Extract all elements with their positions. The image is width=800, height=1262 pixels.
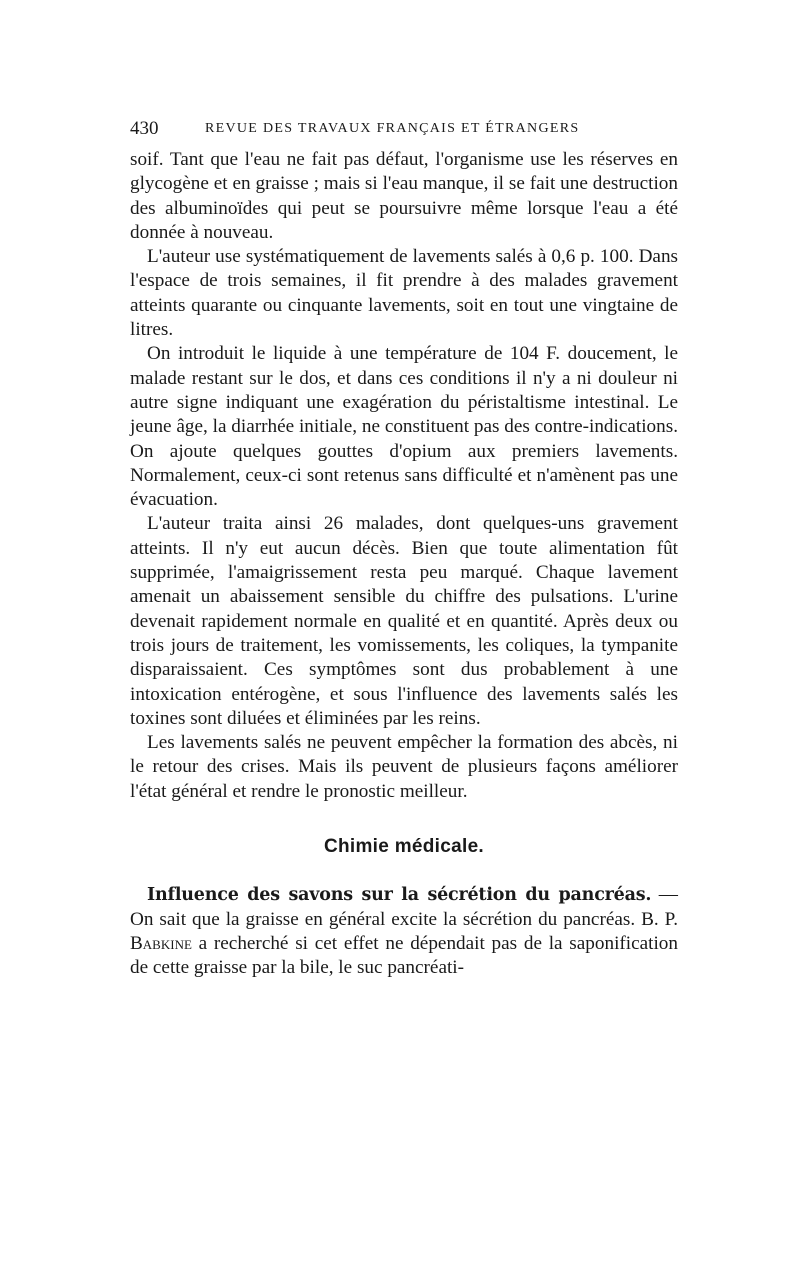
running-title: REVUE DES TRAVAUX FRANÇAIS ET ÉTRANGERS xyxy=(205,121,580,136)
page xyxy=(130,118,678,981)
author-name: Babkine xyxy=(130,932,192,954)
page-number: 430 xyxy=(130,118,159,139)
section-heading: Chimie médicale. xyxy=(323,836,485,858)
paragraph: On introduit le liquide à une température de 104 F. doucement, le malade restant sur le dos, et dans ces conditions il n'y a ni douleur ni autre signe indiquant une exagération du péristaltisme intestinal. Le jeune âge, la diarrhée initiale, ne constituent pas des contre-indications. On ajoute quelques gouttes d'opium aux premiers lavements. Normalement, ceux-ci sont retenus sans difficulté et n'amènent pas une évacuation. xyxy=(130,343,678,511)
article-title: Influence des savons sur la sécrétion du pancréas. xyxy=(147,885,652,906)
paragraph: Les lavements salés ne peuvent empêcher la formation des abcès, ni le retour des crises. Mais ils peuvent de plusieurs façons améliorer l'état général et rendre le pronostic meilleur. xyxy=(130,732,678,802)
paragraph: soif. Tant que l'eau ne fait pas défaut, l'organisme use les réserves en glycogène et en graisse ; mais si l'eau manque, il se fait une destruction des albuminoïdes qui peut se poursuivre même lorsque l'eau a été donnée à nouveau. xyxy=(130,149,678,243)
article-text-part2: a recherché si cet effet ne dépendait pas de la saponification de cette graisse par la bile, le suc pancréati- xyxy=(130,932,678,979)
paragraph: L'auteur use systématiquement de lavements salés à 0,6 p. 100. Dans l'espace de trois semaines, il fit prendre à des malades gravement atteints quarante ou cinquante lavements, soit en tout une vingtaine de litres. xyxy=(130,246,678,341)
running-head xyxy=(130,118,678,148)
paragraph: L'auteur traita ainsi 26 malades, dont quelques-uns gravement atteints. Il n'y eut aucun décès. Bien que toute alimentation fût supprimée, l'amaigrissement resta peu marqué. Chaque lavement amenait un abaissement sensible du chiffre des pulsations. L'urine devenait rapidement normale en qualité et en quantité. Après deux ou trois jours de traitement, les vomissements, les coliques, la tympanite disparaissaient. Ces symptômes sont dus probablement à une intoxication entérogène, et sous l'influence des lavements salés les toxines sont diluées et éliminées par les reins. xyxy=(130,513,678,729)
article-dash: — xyxy=(651,884,678,906)
body-text xyxy=(130,148,678,981)
article-paragraph xyxy=(130,883,678,980)
article-text-part1: On sait que la graisse en général excite la sécrétion du pancréas. B. P. xyxy=(130,908,678,930)
